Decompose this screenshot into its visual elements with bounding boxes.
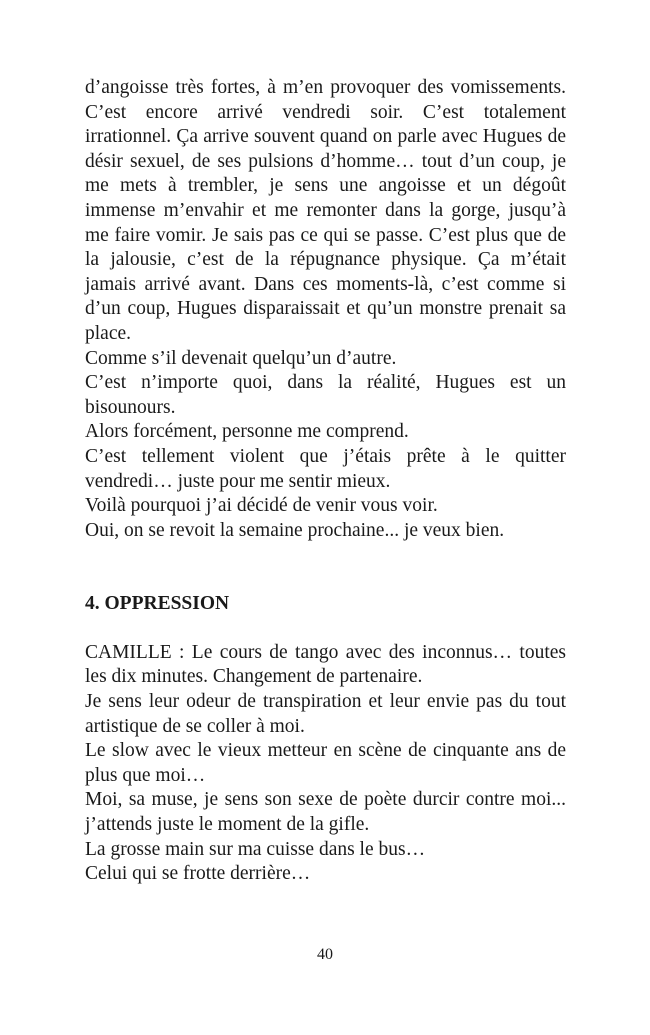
paragraph: Comme s’il devenait quelqu’un d’autre.: [85, 347, 397, 369]
paragraph: Celui qui se frotte derrière…: [85, 863, 311, 885]
page-number: 40: [317, 946, 333, 963]
paragraph: Le slow avec le vieux metteur en scène de cinquante ans de plus que moi…: [85, 740, 566, 786]
paragraph: Oui, on se revoit la semaine prochaine... je veux bien.: [85, 519, 505, 541]
paragraph: La grosse main sur ma cuisse dans le bus…: [85, 838, 426, 860]
paragraph: d’angoisse très fortes, à m’en provoquer des vomissements. C’est encore arrivé vendredi soir. C’est totalement irrationnel. Ça arrive souvent quand on parle avec Hugues de désir sexuel, de ses pulsions d’homme… tout d’un coup, je me mets à trembler, je sens une angoisse et un dégoût immense m’envahir et me remonter dans la gorge, jusqu’à me faire vomir. Je sais pas ce qui se passe. C’est plus que de la jalousie, c’est de la répugnance physique. Ça m’était jamais arrivé avant. Dans ces moments-là, c’est comme si d’un coup, Hugues disparaissait et qu’un monstre prenait sa place.: [85, 77, 566, 344]
page-content: [85, 76, 566, 887]
paragraph: Je sens leur odeur de transpiration et leur envie pas du tout artistique de se coller à moi.: [85, 691, 566, 737]
paragraph: C’est n’importe quoi, dans la réalité, Hugues est un bisounours.: [85, 372, 566, 418]
paragraph: Moi, sa muse, je sens son sexe de poète durcir contre moi... j’attends juste le moment de la gifle.: [85, 789, 566, 836]
paragraph: Alors forcément, personne me comprend.: [85, 421, 409, 443]
paragraph: CAMILLE : Le cours de tango avec des inconnus… toutes les dix minutes. Changement de partenaire.: [85, 641, 566, 688]
continuation-text: [85, 76, 566, 543]
paragraph: Voilà pourquoi j’ai décidé de venir vous voir.: [85, 495, 438, 517]
section-body: [85, 641, 566, 887]
section-heading: 4. OPPRESSION: [85, 593, 230, 615]
paragraph: C’est tellement violent que j’étais prête à le quitter vendredi… juste pour me sentir mieux.: [85, 445, 566, 492]
